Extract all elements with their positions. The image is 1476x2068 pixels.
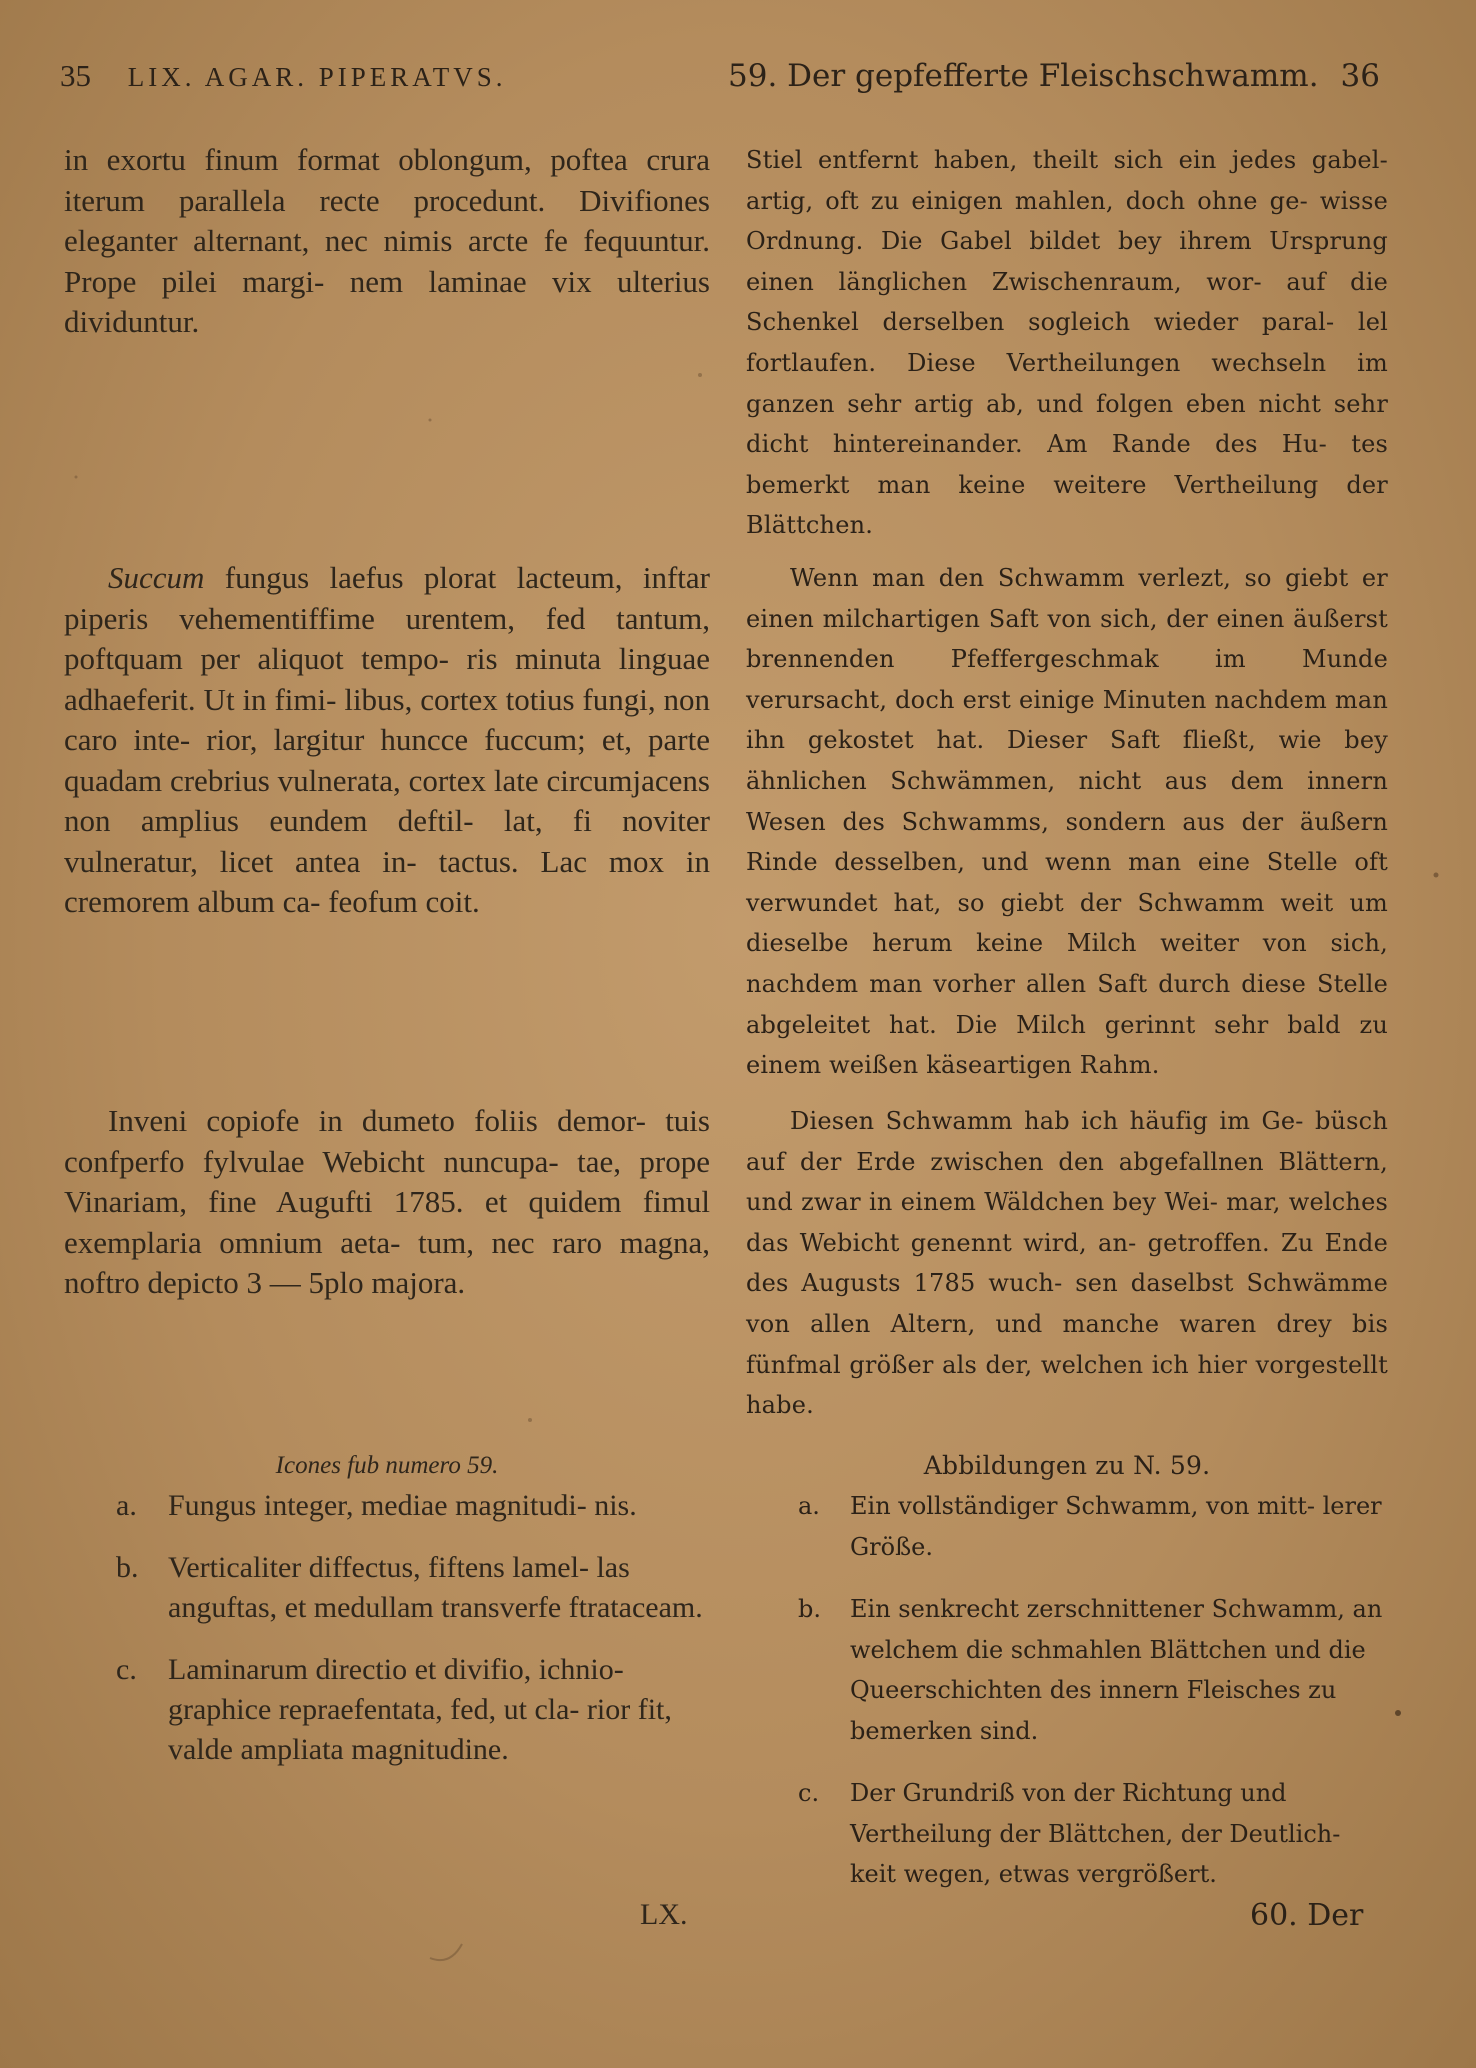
list-text: Laminarum directio et divifio, ichnio- graphice repraefentata, fed, ut cla- rior fit, valde ampliata magnitudine. [168,1653,672,1766]
list-item [116,1650,710,1770]
latin-paragraph-2-text: fungus laefus plorat lacteum, inftar piperis vehementiffime urentem, fed tantum, poftquam per aliquot tempo- ris minuta linguae adhaeferit. Ut in fimi- libus, cortex totius fungi, non caro inte- rior, largitur huncce fuccum; et, parte quadam crebrius vulnerata, cortex late circumjacens non amplius eundem deftil- lat, fi noviter vulneratur, licet antea in- tactus. Lac mox in cremorem album ca- feofum coit. [64,560,710,919]
page-number-left: 35 [60,58,91,93]
page-number-right: 36 [1340,58,1380,94]
list-item [798,1486,1388,1567]
list-item [116,1548,710,1628]
german-paragraph-2: Wenn man den Schwamm verlezt, so giebt er einen milchartigen Saft von sich, der einen äußerst brennenden Pfeffergeschmak im Munde verursacht, doch erst einige Minuten nachdem man ihn gekostet hat. Dieser Saft fließt, wie bey ähnlichen Schwämmen, nicht aus dem innern Wesen des Schwamms, sondern aus der äußern Rinde desselben, und wenn man eine Stelle oft verwundet hat, so giebt der Schwamm weit um dieselbe herum keine Milch weiter von sich, nachdem man vorher allen Saft durch diese Stelle abgeleitet hat. Die Milch gerinnt sehr bald zu einem weißen käseartigen Rahm. [746,564,1388,1080]
list-text: Ein senkrecht zerschnittener Schwamm, an welchem die schmahlen Blättchen und die Queerschichten des innern Fleisches zu bemerken sind. [850,1595,1383,1745]
latin-catchword: LX. [640,1898,688,1931]
list-letter: a. [798,1492,820,1520]
german-paragraph-1: Stiel entfernt haben, theilt sich ein jedes gabel- artig, oft zu einigen mahlen, doch ohne ge- wisse Ordnung. Die Gabel bildet bey ihrem Ursprung einen länglichen Zwischenraum, wor- auf die Schenkel derselben sogleich wieder paral- lel fortlaufen. Diese Vertheilungen wechseln im ganzen sehr artig ab, und folgen eben nicht sehr dicht hintereinander. Am Rande des Hu- tes bemerkt man keine weitere Vertheilung der Blättchen. [746,146,1388,540]
latin-icones-title: Icones fub numero 59. [275,1452,499,1479]
list-text: Ein vollständiger Schwamm, von mitt- lerer Größe. [850,1492,1382,1561]
running-head-right [728,58,1380,94]
list-text: Der Grundriß von der Richtung und Vertheilung der Blättchen, der Deutlich- keit wegen, etwas vergrößert. [850,1779,1341,1888]
list-item [798,1773,1388,1895]
german-abbildungen-title: Abbildungen zu N. 59. [923,1451,1211,1480]
german-abbildungen-list [798,1486,1388,1917]
list-letter: c. [116,1653,137,1686]
list-text: Fungus integer, mediae magnitudi- nis. [168,1489,637,1522]
list-letter: b. [798,1595,821,1623]
latin-paragraph-2-lead: Succum [108,560,205,595]
latin-paragraph-3: Inveni copiofe in dumeto foliis demor- tuis confperfo fylvulae Webicht nuncupa- tae, prope Vinariam, fine Augufti 1785. et quidem fimul exemplaria omnium aeta- tum, nec raro magna, noftro depicto 3 — 5plo majora. [64,1103,710,1300]
running-title-german: 59. Der gepfefferte Fleischschwamm. [728,58,1319,94]
german-paragraph-3: Diesen Schwamm hab ich häufig im Ge- büsch auf der Erde zwischen den abgefallnen Blättern, und zwar in einem Wäldchen bey Wei- mar, welches das Webicht genennt wird, an- getroffen. Zu Ende des Augusts 1785 wuch- sen daselbst Schwämme von allen Altern, und manche waren drey bis fünfmal größer als der, welchen ich hier vorgestellt habe. [746,1107,1388,1420]
list-item [116,1486,710,1526]
latin-paragraph-1: in exortu finum format oblongum, poftea crura iterum parallela recte procedunt. Divifiones eleganter alternant, nec nimis arcte fe fequuntur. Prope pilei margi- nem laminae vix ulterius dividuntur. [64,142,710,339]
list-letter: c. [798,1779,820,1807]
latin-icones-list [116,1486,710,1792]
list-letter: a. [116,1489,137,1522]
list-letter: b. [116,1551,139,1584]
german-catchword: 60. Der [1250,1898,1364,1933]
running-head-left [60,58,507,94]
list-item [798,1589,1388,1751]
list-text: Verticaliter diffectus, fiftens lamel- las anguftas, et medullam transverfe ftrataceam. [168,1551,703,1624]
latin-paragraph-2 [64,558,710,923]
running-title-latin: LIX. AGAR. PIPERATVS. [127,62,507,92]
